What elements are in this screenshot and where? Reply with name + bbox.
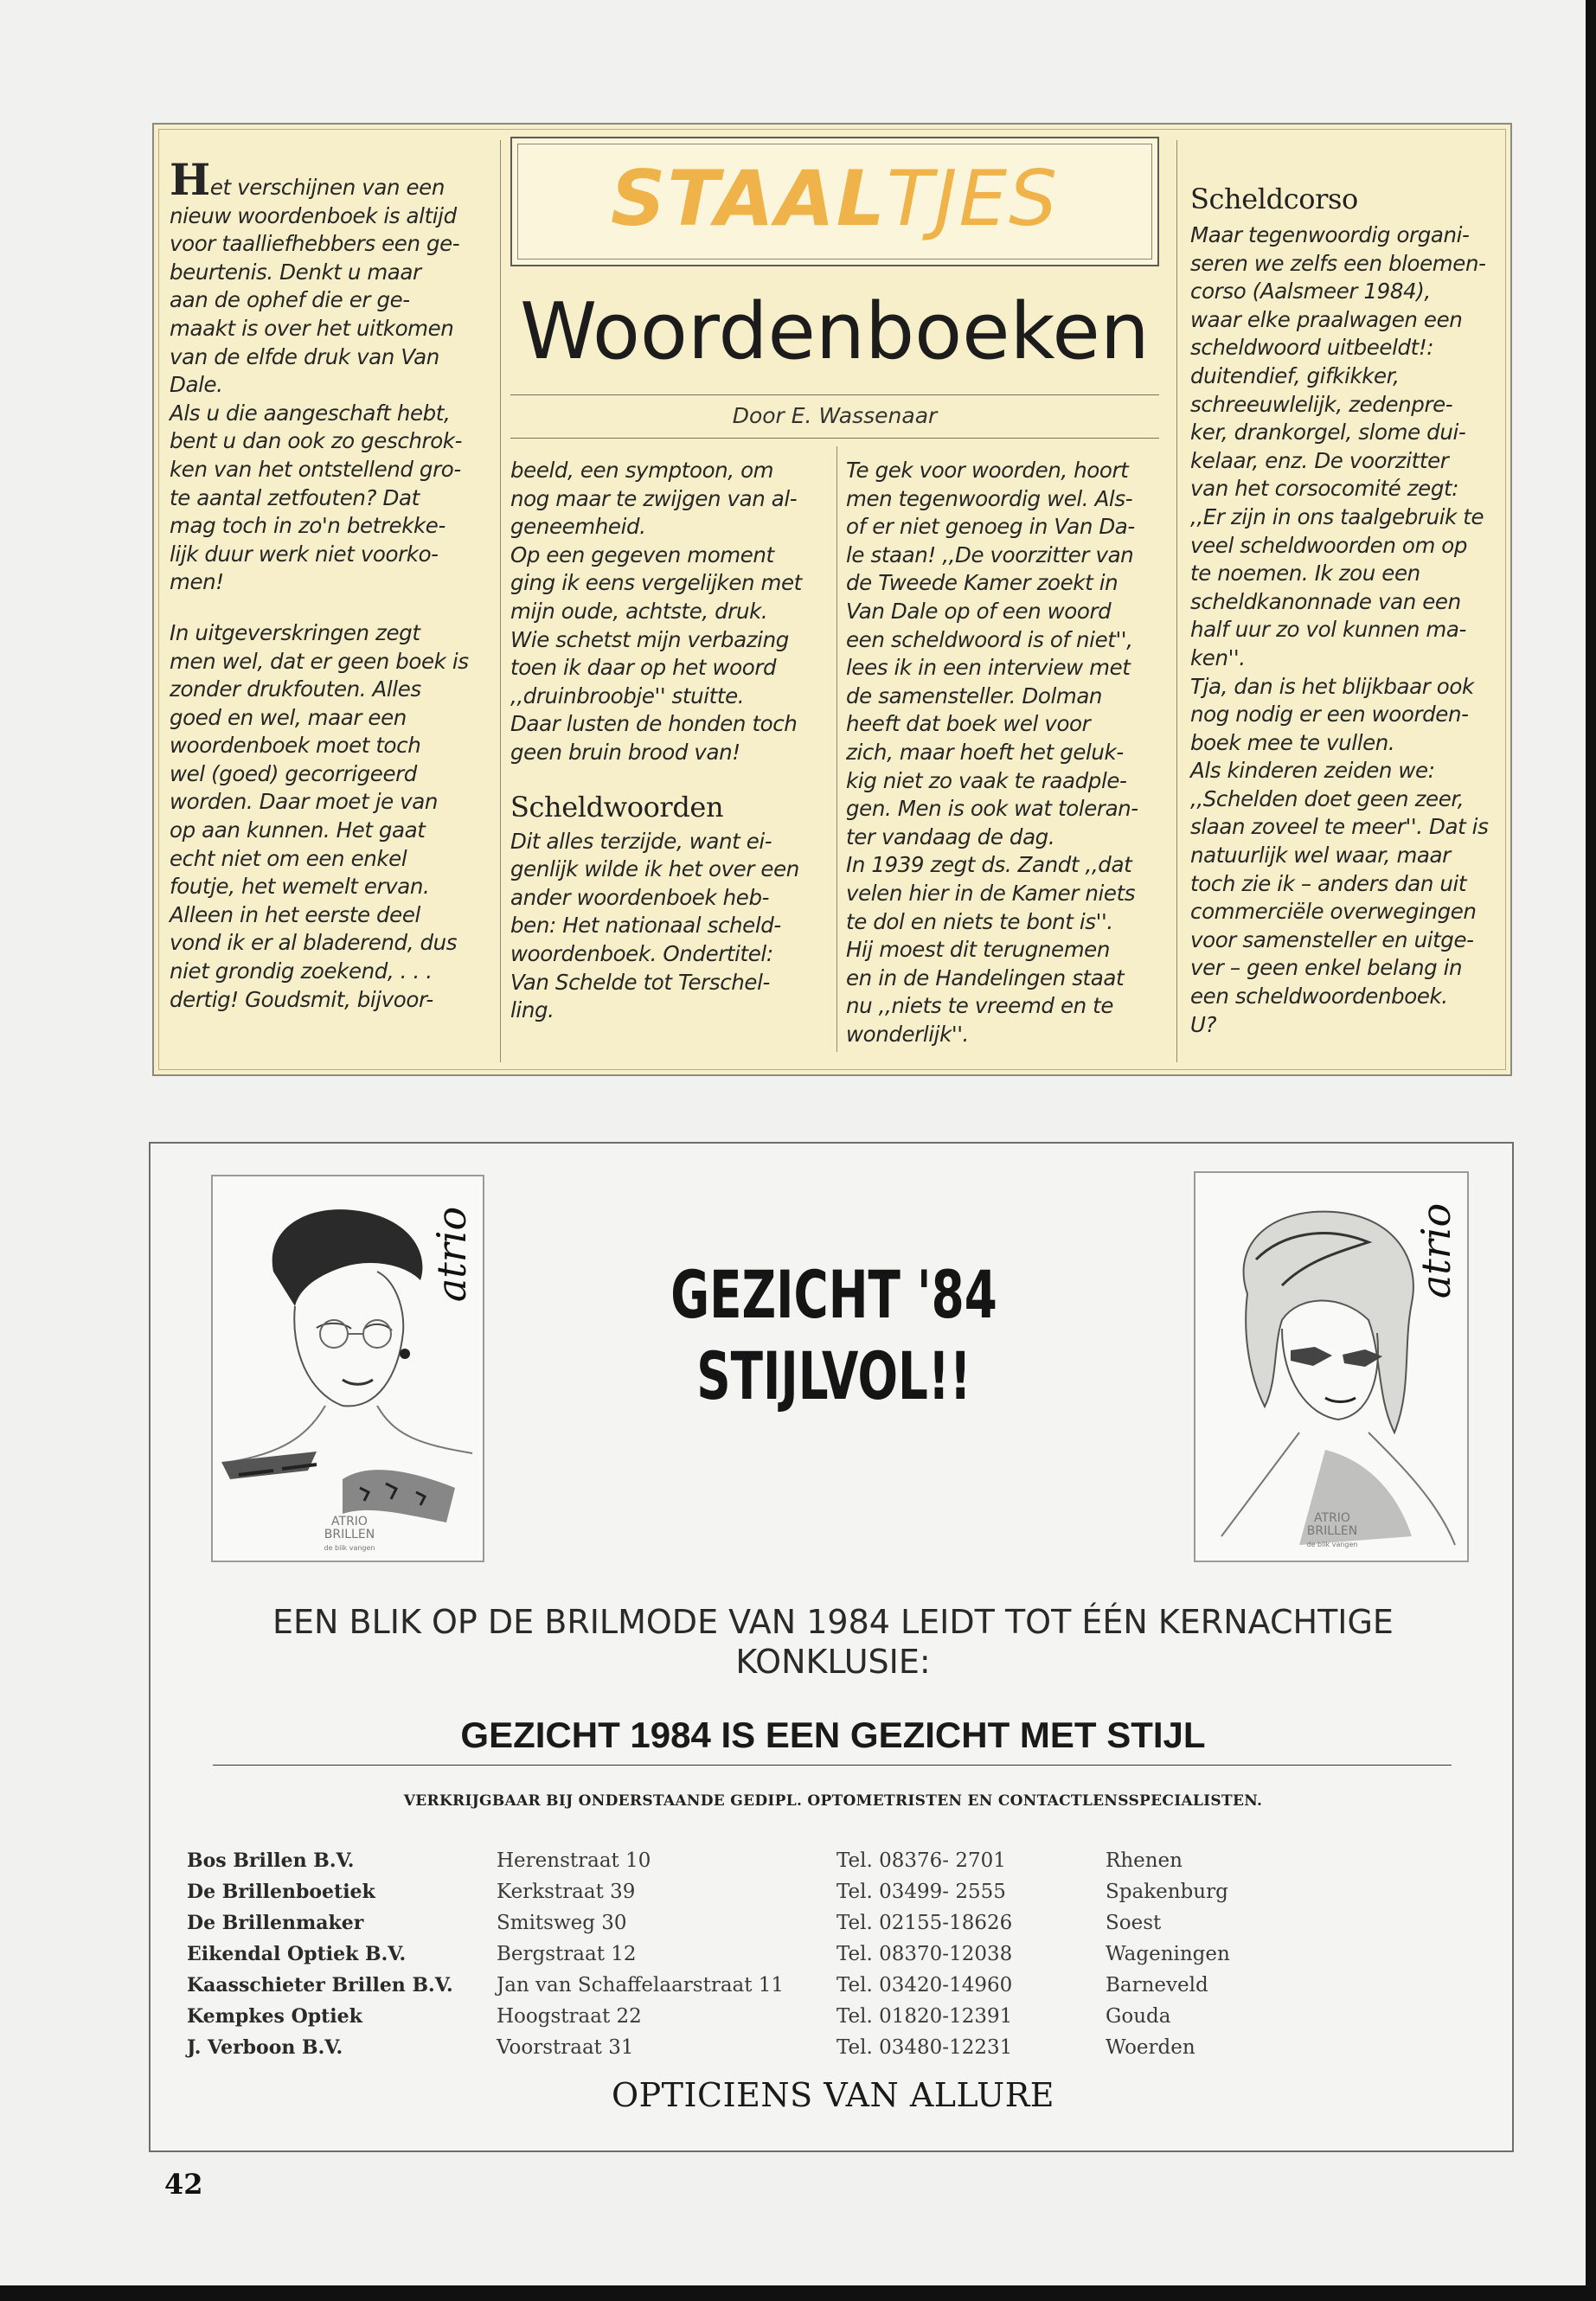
dealer-street: Herenstraat 10 [497,1849,651,1872]
text-line: Als kinderen zeiden we: [1190,758,1435,784]
text-line: voor samensteller en uitge- [1190,926,1474,952]
ad-main-statement: GEZICHT 1984 IS EEN GEZICHT MET STIJL [460,1715,1206,1755]
text-line: Daar lusten de honden toch [510,711,798,737]
column-divider [836,446,837,1052]
text-line: wel (goed) gecorrigeerd [170,760,417,786]
dealer-row [187,2036,1484,2067]
text-line: Hij moest dit terugnemen [846,937,1110,963]
staaltjes-banner [510,137,1159,266]
byline-rule [510,438,1159,439]
text-line: de samensteller. Dolman [846,683,1103,708]
text-line: Op een gegeven moment [510,542,774,567]
text-line: mag toch in zo'n betrekke- [170,513,445,539]
text-line: corso (Aalsmeer 1984), [1190,279,1431,304]
dealer-phone: Tel. 08370-12038 [836,1943,1013,1965]
column-divider [1176,140,1177,1062]
text-line: nog nodig er een woorden- [1190,702,1469,727]
photo-brand-label [308,1516,391,1554]
text-line: U? [1190,1011,1217,1037]
text-line: natuurlijk wel waar, maar [1190,843,1451,868]
text-line: en in de Handelingen staat [846,965,1125,990]
text-line: scheldwoord uitbeeldt!: [1190,335,1434,361]
dealer-city: Rhenen [1106,1849,1183,1872]
text-line: geen bruin brood van! [510,739,740,765]
ad-photo-left [211,1175,484,1562]
text-line: beurtenis. Denkt u maar [170,259,421,285]
text-line: Alleen in het eerste deel [170,901,420,927]
woman-sketch-left [213,1176,484,1562]
banner-title-light: TJES [886,154,1060,243]
text-line: voor taalliefhebbers een ge- [170,231,460,257]
text-line: woordenboek. Ondertitel: [510,940,773,966]
staaltjes-article [152,123,1512,1076]
text-line: ling. [510,997,554,1023]
text-line: duitendief, gifkikker, [1190,362,1400,388]
text-line: een scheldwoord is of niet'', [846,626,1133,652]
text-line: lees ik in een interview met [846,655,1131,681]
text-line: te dol en niets te bont is''. [846,908,1113,934]
text-line: lijk duur werk niet voorko- [170,541,439,567]
text-line: Als u die aangeschaft hebt, [170,400,451,426]
text-line: gen. Men is ook wat toleran- [846,796,1138,822]
first-line [170,154,491,205]
text-line: woordenboek moet toch [170,733,421,759]
text-line: half uur zo vol kunnen ma- [1190,617,1466,643]
dealer-phone: Tel. 08376- 2701 [836,1849,1006,1872]
ad-photo-right [1194,1171,1469,1562]
text-line: echt niet om een enkel [170,845,407,871]
article-column-4 [1190,182,1503,1039]
text-line: Dit alles terzijde, want ei- [510,828,772,854]
text-line: Van Dale op of een woord [846,598,1112,624]
dealer-city: Barneveld [1106,1974,1208,1997]
text-line: toch zie ik – anders dan uit [1190,870,1467,896]
text-line: ben: Het nationaal scheld- [510,913,781,939]
photo-brand-line-2: BRILLEN [324,1528,375,1541]
dealer-name: Bos Brillen B.V. [187,1849,355,1872]
text-line: nu ,,niets te vreemd en te [846,993,1114,1019]
ad-tagline-line-1: EEN BLIK OP DE BRILMODE VAN 1984 LEIDT TOT ÉÉN KERNACHTIGE [272,1603,1394,1641]
banner-title-bold: STAAL [610,154,887,243]
ad-headline-line-1: GEZICHT '84 [670,1256,997,1333]
text-line: foutje, het wemelt ervan. [170,874,430,900]
article-headline: Woordenboeken [520,286,1150,377]
text-line: scheldkanonnade van een [1190,588,1461,614]
dealer-street: Hoogstraat 22 [497,2005,642,2028]
text-line: heeft dat boek wel voor [846,711,1091,737]
text-line: ander woordenboek heb- [510,884,770,910]
text-line: ,,druinbroobje'' stuitte. [510,683,745,708]
dealer-street: Voorstraat 31 [497,2036,634,2059]
text-line: beeld, een symptoon, om [510,458,774,483]
subheading-scheldcorso: Scheldcorso [1190,183,1358,215]
text-line: velen hier in de Kamer niets [846,880,1136,906]
text-line: men! [170,569,224,595]
dealer-row [187,1974,1484,2005]
text-line: ker, drankorgel, slome dui- [1190,420,1466,445]
dealer-street: Bergstraat 12 [497,1943,637,1965]
dealer-phone: Tel. 01820-12391 [836,2005,1013,2028]
ad-tagline [185,1602,1481,1682]
photo-brand-line-2: BRILLEN [1306,1524,1358,1538]
text-line: van het corsocomité zegt: [1190,476,1459,502]
dealer-phone: Tel. 02155-18626 [836,1912,1013,1934]
subheading-scheldwoorden: Scheldwoorden [510,790,724,824]
text-line: mijn oude, achtste, druk. [510,598,768,624]
text-line: maakt is over het uitkomen [170,315,454,341]
text-line: de Tweede Kamer zoekt in [846,570,1118,596]
text-line: genlijk wilde ik het over een [510,856,799,882]
banner-title [512,156,1157,242]
dealer-phone: Tel. 03499- 2555 [836,1881,1006,1903]
dealer-row [187,1912,1484,1943]
text-line: ken''. [1190,644,1246,670]
text-line: kelaar, enz. De voorzitter [1190,447,1449,473]
text-line: boek mee te vullen. [1190,729,1395,755]
dealer-phone: Tel. 03480-12231 [836,2036,1013,2059]
text-line: vond ik er al bladerend, dus [170,930,458,956]
text-line: of er niet genoeg in Van Da- [846,514,1135,540]
text-line: ,,Er zijn in ons taalgebruik te [1190,503,1484,529]
text-line: nog maar te zwijgen van al- [510,485,798,511]
ad-tagline-line-2: KONKLUSIE: [735,1643,931,1681]
photo-brand-line-1: ATRIO [1314,1511,1350,1525]
text-line: ging ik eens vergelijken met [510,570,802,596]
ad-headline-line-2: STIJLVOL!! [696,1337,971,1414]
scan-edge-right [1586,0,1596,2301]
text-line: een scheldwoordenboek. [1190,984,1448,1009]
text-line: veel scheldwoorden om op [1190,532,1468,558]
text-line: geneemheid. [510,514,646,540]
text-line: In 1939 zegt ds. Zandt ,,dat [846,852,1132,878]
text-line: te noemen. Ik zou een [1190,561,1420,586]
dealer-city: Soest [1106,1912,1162,1934]
text-line: niet grondig zoekend, . . . [170,958,433,984]
text-line: goed en wel, maar een [170,704,407,730]
text-line: slaan zoveel te meer''. Dat is [1190,814,1489,840]
text-line: van de elfde druk van Van [170,343,439,369]
text-line: aan de ophef die er ge- [170,287,410,313]
text-line: kig niet zo vaak te raadple- [846,767,1127,793]
text-line: waar elke praalwagen een [1190,306,1463,332]
dealer-street: Smitsweg 30 [497,1912,627,1934]
text-line: ,,Schelden doet geen zeer, [1190,785,1465,811]
text-line: Tja, dan is het blijkbaar ook [1190,673,1474,699]
text-line: Van Schelde tot Terschel- [510,969,770,995]
text-line: ken van het ontstellend gro- [170,456,461,482]
paragraph-gap [510,767,829,790]
dealer-name: Kaasschieter Brillen B.V. [187,1974,453,1997]
column-divider [500,140,501,1062]
text-line: dertig! Goudsmit, bijvoor- [170,986,433,1012]
photo-brand-line-3: de blik vangen [324,1544,375,1552]
dealer-street: Kerkstraat 39 [497,1881,636,1903]
text-line: ter vandaag de dag. [846,824,1055,849]
paragraph-gap [170,597,491,619]
ad-availability: VERKRIJGBAAR BIJ ONDERSTAANDE GEDIPL. OPTOMETRISTEN EN CONTACTLENSSPECIALISTEN. [403,1792,1263,1810]
text-line: le staan! ,,De voorzitter van [846,542,1134,567]
dealer-row [187,1943,1484,1974]
article-column-1 [170,154,491,1014]
ad-divider [213,1765,1452,1766]
article-column-3 [846,457,1164,1048]
text-line: commerciële overwegingen [1190,899,1477,925]
dealer-name: Kempkes Optiek [187,2005,362,2028]
dealer-row [187,2005,1484,2036]
woman-sketch-right [1195,1173,1469,1562]
atrio-logo: atrio [428,1206,475,1303]
text-line: zich, maar hoeft het geluk- [846,739,1124,765]
dealer-phone: Tel. 03420-14960 [836,1974,1013,1997]
dealer-name: Eikendal Optiek B.V. [187,1943,407,1965]
text-line: ver – geen enkel belang in [1190,955,1463,981]
first-line-text: et verschijnen van een [209,175,445,200]
text-line: Wie schetst mijn verbazing [510,626,789,652]
dealer-street: Jan van Schaffelaarstraat 11 [497,1974,785,1997]
dealer-city: Wageningen [1106,1943,1230,1965]
text-line: te aantal zetfouten? Dat [170,484,420,510]
text-line: op aan kunnen. Het gaat [170,817,426,843]
dealer-name: De Brillenmaker [187,1912,364,1934]
dealer-name: De Brillenboetiek [187,1881,375,1903]
ad-footer-slogan: OPTICIENS VAN ALLURE [611,2076,1055,2114]
headline-rule [510,394,1159,395]
text-line: In uitgeverskringen zegt [170,619,420,645]
text-line: schreeuwlelijk, zedenpre- [1190,391,1453,417]
article-byline: Door E. Wassenaar [732,403,938,428]
dealer-city: Gouda [1106,2005,1171,2028]
photo-brand-line-1: ATRIO [331,1515,368,1529]
atrio-advertisement [149,1142,1514,2152]
text-line: men tegenwoordig wel. Als- [846,485,1133,511]
text-line: zonder drukfouten. Alles [170,676,421,702]
text-line: men wel, dat er geen boek is [170,648,469,674]
scan-edge-bottom [0,2285,1596,2301]
text-line: worden. Daar moet je van [170,789,439,815]
article-column-2 [510,457,829,1025]
text-line: nieuw woordenboek is altijd [170,202,457,228]
text-line: Dale. [170,372,223,398]
atrio-logo: atrio [1413,1202,1459,1299]
dealer-row [187,1849,1484,1881]
text-line: Te gek voor woorden, hoort [846,458,1129,483]
text-line: Maar tegenwoordig organi- [1190,222,1470,247]
dealer-name: J. Verboon B.V. [187,2036,343,2059]
text-line: seren we zelfs een bloemen- [1190,250,1486,276]
dealer-row [187,1881,1484,1912]
photo-brand-label [1291,1512,1374,1551]
dealer-city: Woerden [1106,2036,1195,2059]
text-line: wonderlijk''. [846,1021,969,1047]
photo-brand-line-3: de blik vangen [1306,1541,1358,1548]
page-number: 42 [164,2168,203,2201]
text-line: bent u dan ook zo geschrok- [170,428,463,454]
text-line: toen ik daar op het woord [510,655,777,681]
drop-cap: H [170,154,210,205]
dealer-city: Spakenburg [1106,1881,1228,1903]
ad-headline [666,1254,1003,1417]
